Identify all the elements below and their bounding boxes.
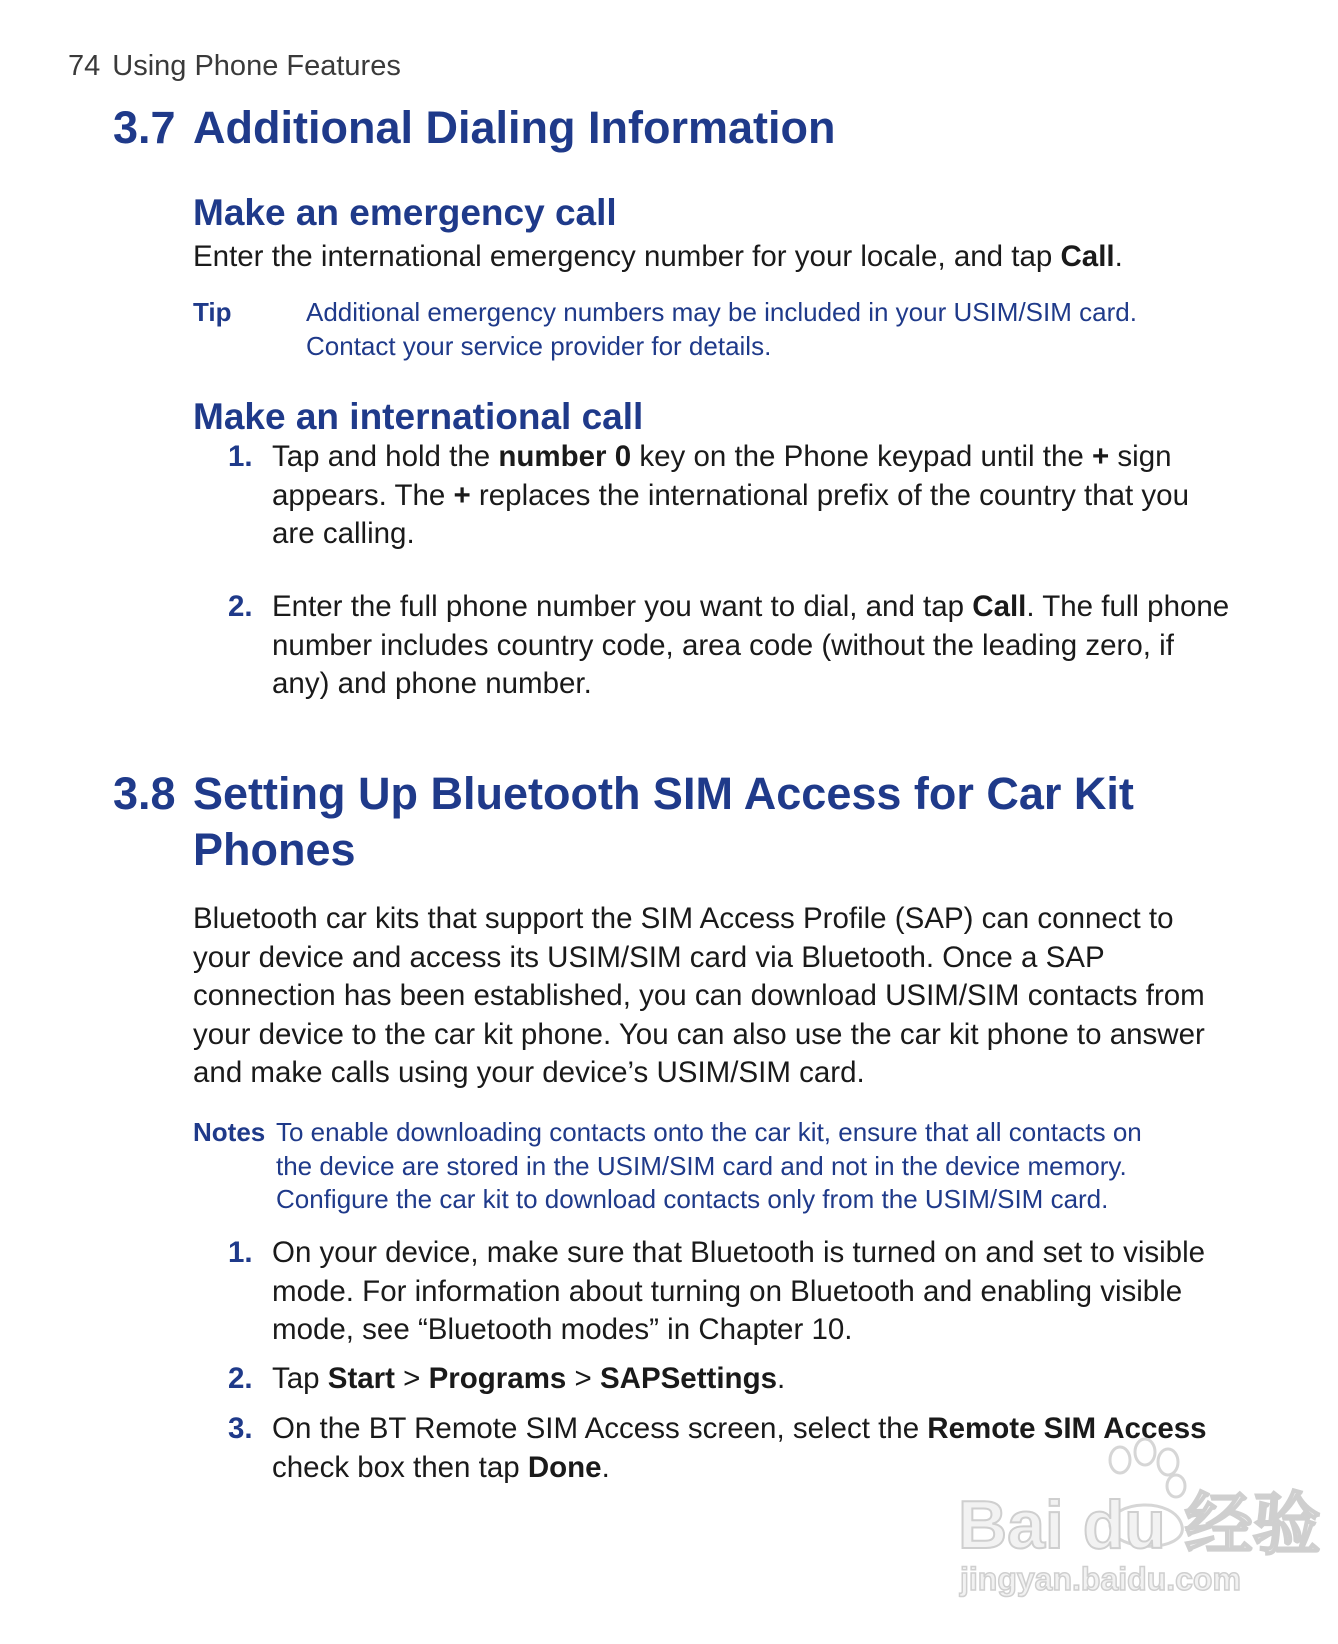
tip-line: Additional emergency numbers may be included in your USIM/SIM card. [306,297,1137,327]
step-text: On the BT Remote SIM Access screen, select the Remote SIM Access check box then tap Done. [272,1412,1207,1484]
emergency-call-text: Enter the international emergency number for your locale, and tap Call. [193,240,1123,273]
emergency-call-heading: Make an emergency call [193,192,617,233]
step-number: 3. [228,1412,253,1445]
page-number: 74 [68,50,101,82]
notes-line: To enable downloading contacts onto the car kit, ensure that all contacts on [276,1117,1142,1147]
step-text: Enter the full phone number you want to dial, and tap Call. The full phone number includes country code, area code (without the leading zero, if any) and phone number. [272,590,1230,700]
watermark-brand: Bai du 经验 [958,1487,1321,1563]
step-number: 1. [228,440,253,473]
section-title: Additional Dialing Information [193,102,836,153]
step-number: 2. [228,1362,253,1395]
step-text: On your device, make sure that Bluetooth is turned on and set to visible mode. For information about turning on Bluetooth and enabling visible mode, see “Bluetooth modes” in Chapter 10. [272,1236,1206,1346]
international-call-heading: Make an international call [193,396,644,437]
step-number: 1. [228,1236,253,1269]
notes-label: Notes [193,1117,266,1147]
tip-box [193,296,1193,366]
chapter-title: Using Phone Features [112,50,401,82]
bluetooth-intro-text: Bluetooth car kits that support the SIM Access Profile (SAP) can connect to your device and access its USIM/SIM card via Bluetooth. Once a SAP connection has been established, you can download USIM/SIM contacts from your device to the car kit phone. You can also use the car kit phone to answer and make calls using your device’s USIM/SIM card. [193,902,1205,1089]
notes-line: Configure the car kit to download contacts only from the USIM/SIM card. [276,1184,1109,1214]
section-title: Setting Up Bluetooth SIM Access for Car Kit Phones [193,768,1134,875]
step-text: Tap and hold the number 0 key on the Phone keypad until the + sign appears. The + replaces the international prefix of the country that you are calling. [272,440,1189,550]
running-header [68,50,401,83]
tip-line: Contact your service provider for details. [306,330,772,361]
step-text: Tap Start > Programs > SAPSettings. [272,1362,786,1395]
baidu-watermark-logo [950,1430,1321,1600]
watermark-url: jingyan.baidu.com [960,1561,1241,1597]
step-number: 2. [228,590,253,623]
section-number: 3.8 [113,768,176,819]
notes-box [193,1116,1193,1222]
section-number: 3.7 [113,102,176,153]
notes-line: the device are stored in the USIM/SIM card and not in the device memory. [276,1150,1127,1181]
tip-label: Tip [193,297,232,327]
